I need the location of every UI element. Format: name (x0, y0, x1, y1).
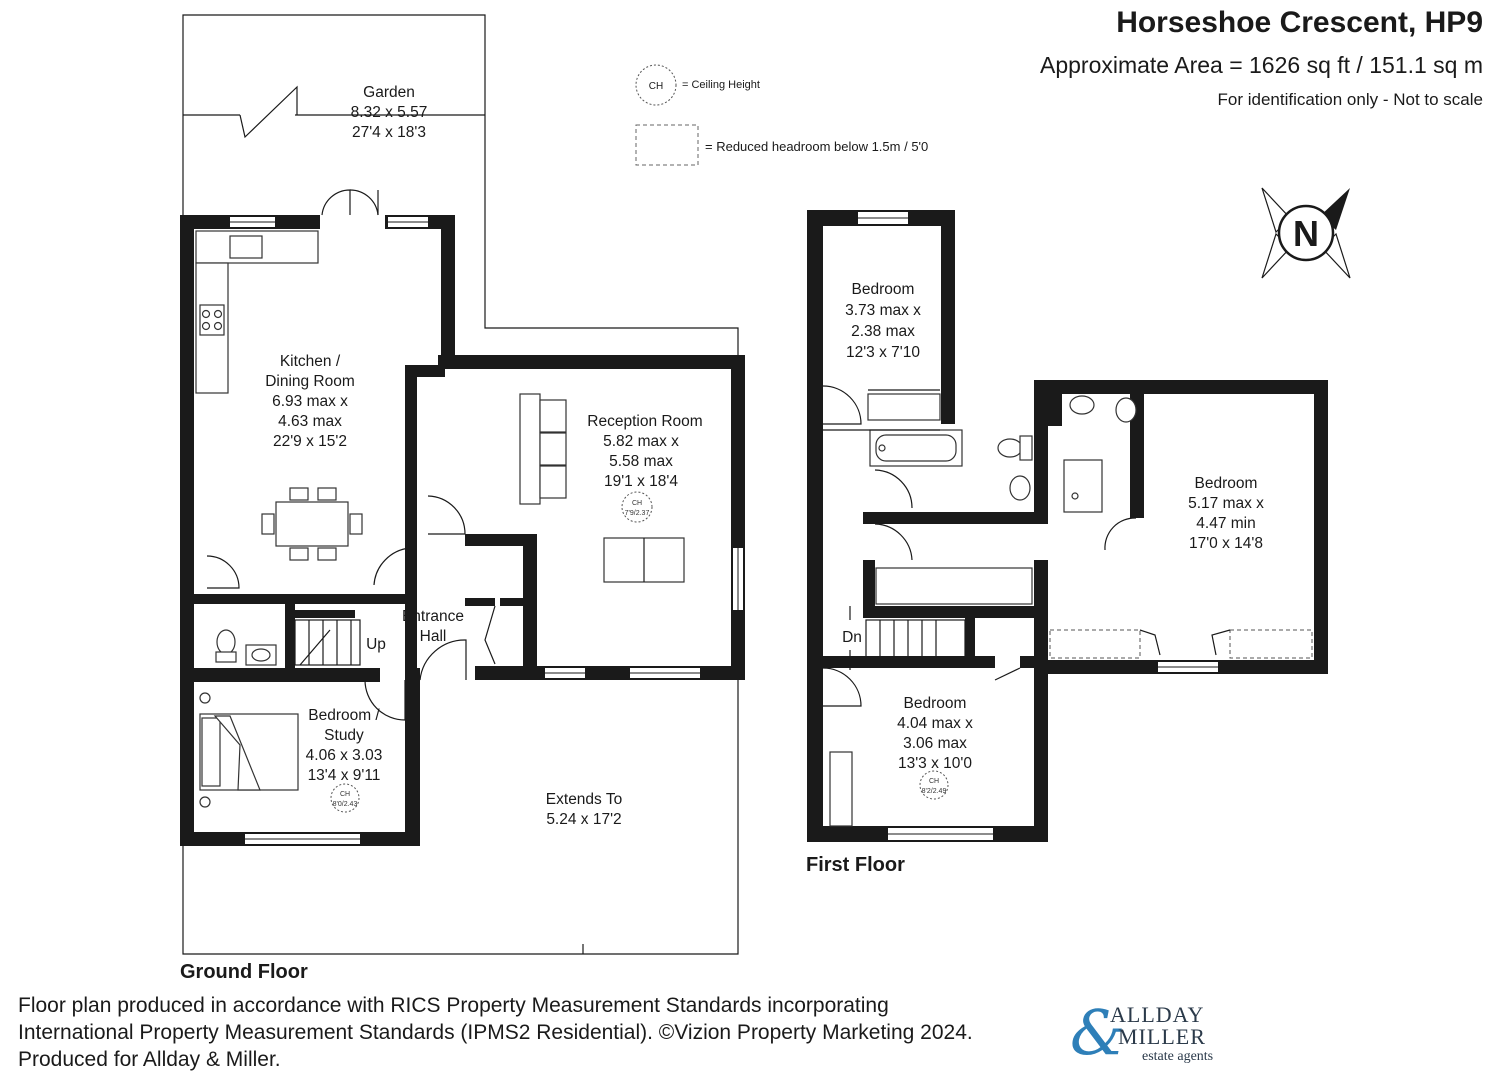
bedroom-c-metric: 4.04 max x (897, 715, 973, 732)
bathroom-toilet-basin (998, 436, 1032, 500)
ground-stairs (295, 620, 360, 665)
footer-line-3: Produced for Allday & Miller. (18, 1048, 281, 1071)
legend-reduced-headroom-symbol (636, 125, 698, 165)
reception-sofa-bottom (604, 538, 684, 582)
stairs-down-label: Dn (842, 629, 862, 646)
study-bed (200, 693, 298, 807)
bedroom-b-metric-2: 4.47 min (1196, 515, 1256, 532)
bedroom-a-label: Bedroom (851, 281, 915, 298)
footer-line-2: International Property Measurement Standards (IPMS2 Residential). ©Vizion Property Marketing 2024. (18, 1021, 973, 1044)
garden-imperial: 27'4 x 18'3 (351, 124, 427, 141)
reduced-headroom-areas (1050, 630, 1312, 658)
first-floor-label: First Floor (806, 854, 905, 876)
legend-reduced-headroom-text: = Reduced headroom below 1.5m / 5'0 (705, 139, 929, 154)
allday-miller-logo: & ALLDAY MILLER estate agents (1070, 996, 1214, 1069)
extends-dimensions: 5.24 x 17'2 (546, 811, 622, 828)
ground-wc (207, 556, 276, 665)
kitchen-imperial: 22'9 x 15'2 (272, 433, 348, 450)
garden-metric: 8.32 x 5.57 (350, 104, 428, 121)
svg-text:8'2/2.49: 8'2/2.49 (921, 788, 947, 795)
reception-sofa-left (520, 394, 566, 504)
svg-text:7'9/2.37: 7'9/2.37 (624, 510, 650, 517)
reception-ceiling-height (622, 492, 652, 522)
reception-imperial: 19'1 x 18'4 (603, 473, 679, 490)
scale-note: For identification only - Not to scale (1217, 90, 1483, 109)
bedroom-a-imperial: 12'3 x 7'10 (845, 344, 921, 361)
footer-line-1: Floor plan produced in accordance with RICS Property Measurement Standards incorporating (18, 994, 889, 1017)
bedroom-b-metric: 5.17 max x (1188, 495, 1264, 512)
bedroom-c-imperial: 13'3 x 10'0 (897, 755, 973, 772)
svg-text:N: N (1293, 213, 1319, 254)
stairs-up-label: Up (366, 636, 386, 653)
footer-disclaimer (18, 992, 1068, 1073)
bedroom-a-metric-2: 2.38 max (851, 323, 915, 340)
reception-metric-2: 5.58 max (609, 453, 673, 470)
study-label-line1: Bedroom / (308, 707, 380, 724)
study-label-line2: Study (324, 727, 364, 744)
svg-text:CH: CH (928, 778, 940, 785)
bedroom-c-ceiling-height (920, 771, 948, 799)
bedroom-c-label: Bedroom (903, 695, 967, 712)
bedroom-a-metric: 3.73 max x (845, 302, 921, 319)
study-ceiling-height (331, 784, 359, 812)
kitchen-metric-2: 4.63 max (278, 413, 342, 430)
bedroom-b-imperial: 17'0 x 14'8 (1188, 535, 1264, 552)
plan-title: Horseshoe Crescent, HP9 (1116, 6, 1483, 39)
hall-label-line1: Entrance (401, 608, 465, 625)
kitchen-label-line1: Kitchen / (279, 353, 341, 370)
svg-text:8'0/2.43: 8'0/2.43 (332, 801, 358, 808)
svg-text:CH: CH (648, 81, 664, 92)
legend-ceiling-height-symbol (636, 65, 676, 105)
reception-metric: 5.82 max x (603, 433, 679, 450)
bedroom-b-label: Bedroom (1194, 475, 1258, 492)
kitchen-metric: 6.93 max x (272, 393, 348, 410)
study-metric: 4.06 x 3.03 (305, 747, 383, 764)
ground-floor-label: Ground Floor (180, 961, 308, 983)
legend-ceiling-height-text: = Ceiling Height (682, 79, 760, 91)
extends-label: Extends To (545, 791, 623, 808)
hall-label-line2: Hall (419, 628, 447, 645)
dining-table (262, 488, 362, 560)
ensuite-fittings (1064, 396, 1136, 512)
north-compass-icon (1262, 188, 1350, 278)
kitchen-label-line2: Dining Room (265, 373, 355, 390)
svg-text:CH: CH (339, 791, 351, 798)
reception-label: Reception Room (587, 413, 703, 430)
garden-label: Garden (363, 84, 415, 101)
study-imperial: 13'4 x 9'11 (307, 767, 381, 784)
bedroom-c-metric-2: 3.06 max (903, 735, 967, 752)
approximate-area: Approximate Area = 1626 sq ft / 151.1 sq m (1039, 52, 1483, 78)
bathroom-bath (870, 430, 962, 466)
svg-text:CH: CH (631, 500, 643, 507)
garden-french-doors (322, 190, 378, 215)
